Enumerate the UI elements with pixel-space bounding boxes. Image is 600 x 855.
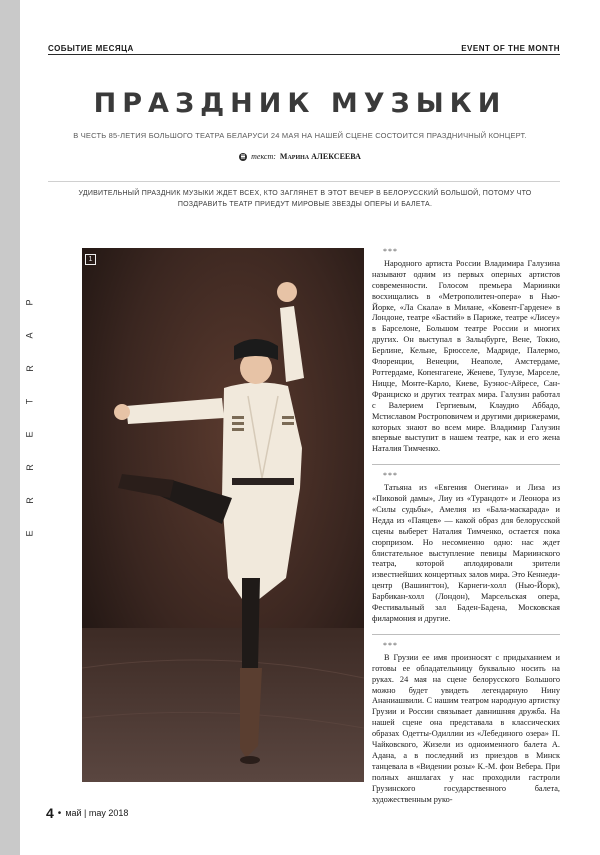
page-number: 4 (46, 805, 54, 821)
lead-divider (48, 181, 560, 182)
article-lead: УДИВИТЕЛЬНЫЙ ПРАЗДНИК МУЗЫКИ ЖДЕТ ВСЕХ, КТО ЗАГЛЯНЕТ В ЭТОТ ВЕЧЕР В БЕЛОРУССКИЙ БОЛЬШОЙ, ПОТОМУ ЧТО ПОЗДРАВИТЬ ТЕАТР ПРИЕДУТ МИРОВЫЕ ЗВЕЗДЫ ОПЕРЫ И БАЛЕТА. (78, 190, 532, 208)
article-subtitle: В ЧЕСТЬ 85-ЛЕТИЯ БОЛЬШОГО ТЕАТРА БЕЛАРУСИ 24 МАЯ НА НАШЕЙ СЦЕНЕ СОСТОИТСЯ ПРАЗДНИЧНЫЙ КОНЦЕРТ. (73, 131, 527, 140)
side-letter: A (24, 332, 35, 339)
section-separator: *** (383, 471, 398, 481)
side-letter: R (24, 497, 35, 504)
ballet-dancer-photo (82, 248, 364, 782)
side-letter: E (24, 431, 35, 438)
article-paragraph: Народного артиста России Владимира Галузина называют одним из первых оперных артистов современности. Голосом премьера Мариинки восхищались в «Метрополитен-опера» в Нью-Йорке, «Ла Скала» в Милане, «Ковент-Гардене» в Лондоне, театре «Бастий» в Париже, театре «Лисеу» в Барселоне, Большом театре России и многих других. Он выступал в Зальцбурге, Вене, Токио, Берлине, Кельне, Брюсселе, Мадриде, Палермо, Флоренции, Венеции, Неаполе, Амстердаме, Роттердаме, Копенгагене, Женеве, Тулузе, Марселе, Ницце, Монте-Карло, Киеве, Буэнос-Айресе, Сан-Франциско и других театрах мира. Галузин работал с Валерием Гергиевым, Клаудио Аббадо, Мстиславом Ростроповичем и другими дирижерами, которых знают во всем мире. Владимир Галузин впервые выступит в нашем театре, как и его жена Наталия Тимченко. (372, 258, 560, 454)
side-color-strip (0, 0, 20, 855)
article-title: ПРАЗДНИК МУЗЫКИ (93, 88, 507, 119)
side-letter: R (24, 365, 35, 372)
side-letter: T (24, 398, 35, 405)
credit-label: текст: (251, 152, 276, 161)
author-credit (0, 152, 600, 161)
side-letter: P (24, 299, 35, 306)
footer-bullet: • (57, 807, 62, 819)
photo-number-badge: 1 (85, 254, 96, 265)
article-text-column (372, 247, 560, 815)
section-separator: *** (383, 640, 398, 650)
article-block (372, 641, 560, 806)
column-divider (372, 634, 560, 635)
side-label-parterre (24, 298, 36, 538)
side-letter: E (24, 530, 35, 537)
article-paragraph: В Грузии ее имя произносят с придыханием и готовы ее обладательницу буквально носить на руках. 24 мая на сцене белорусского Большого можно будет увидеть легендарную Нину Ананиашвили. С нашим театром народную артистку Грузии и России связывает давнишняя дружба. На нашей сцене она представала в классических образах Одетты-Одиллии из «Лебединого озера» П. Чайковского, Жизели из одноименного балета А. Адана, а в последний из приездов в Минск танцевала в «Видении розы» К.-М. фон Вебера. При полных аншлагах у нас проходили гастроли Грузинского государственного балета, художественным руко- (372, 652, 560, 804)
page-footer (46, 805, 128, 821)
section-label-en: EVENT OF THE MONTH (461, 44, 560, 53)
text-icon (239, 153, 247, 161)
article-paragraph: Татьяна из «Евгения Онегина» и Лиза из «Пиковой дамы», Лиу из «Турандот» и Леонора из «Силы судьбы», Амелия из «Бала-маскарада» и Недда из «Паяцев» — какой образ для белорусской сцены выберет Наталия Тимченко, остается пока сюрпризом. Но несомненно одно: нас ждет блистательное выступление певицы Мариинского театра, которой аплодировали зрители известнейших концертных залов мира. Это Кеннеди-центр (Вашингтон), Карнеги-холл (Нью-Йорк), Барбикан-холл (Лондон), Марсельская опера, Фестивальный зал Баден-Бадена, Московская филармония и другие. (372, 483, 560, 623)
ballet-dancer-illustration (82, 248, 364, 782)
article-block (372, 471, 560, 625)
section-separator: *** (383, 247, 398, 256)
issue-date: май | may 2018 (65, 808, 129, 818)
side-letter: R (24, 464, 35, 471)
article-block (372, 247, 560, 455)
section-label-ru: СОБЫТИЕ МЕСЯЦА (48, 44, 134, 53)
column-divider (372, 464, 560, 465)
credit-author: Марина АЛЕКСЕЕВА (279, 152, 361, 161)
header-divider (48, 54, 560, 55)
